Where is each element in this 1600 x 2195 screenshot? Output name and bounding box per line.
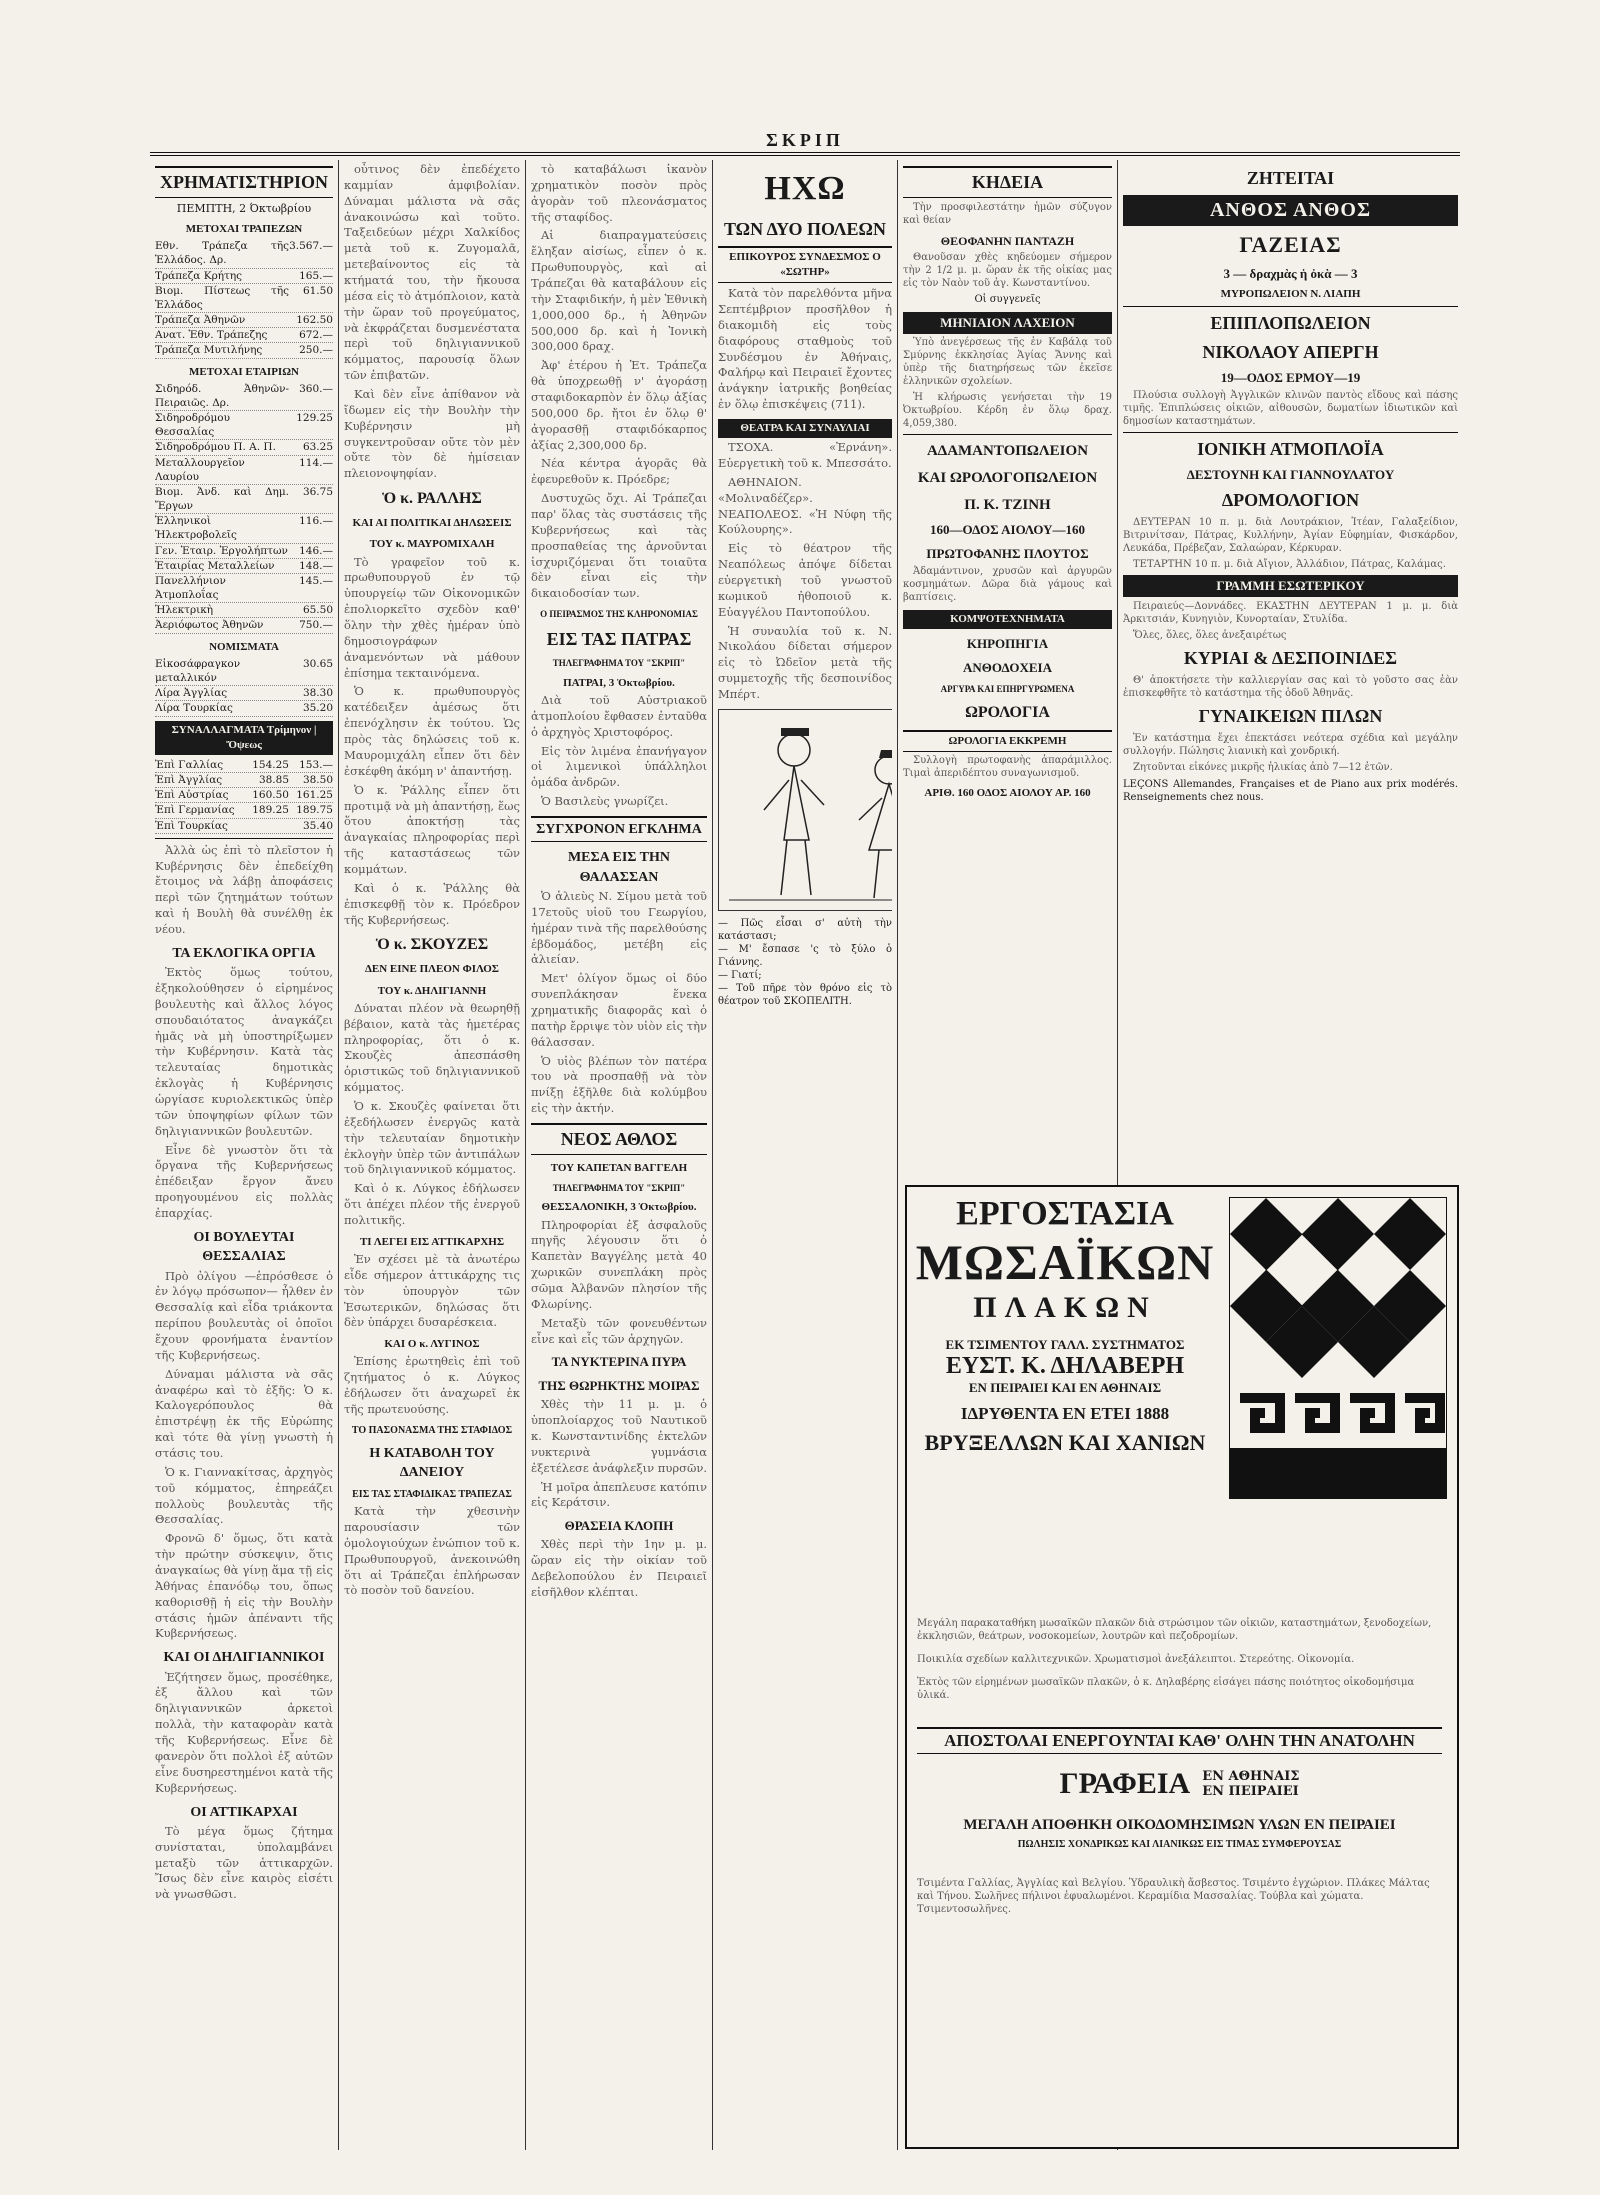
heading-interior-line: ΓΡΑΜΜΗ ΕΣΩΤΕΡΙΚΟΥ: [1123, 575, 1458, 597]
furniture-owner: ΝΙΚΟΛΑΟΥ ΑΠΕΡΓΗ: [1202, 341, 1379, 362]
telegram-label: ΤΗΛΕΓΡΑΦΗΜΑ ΤΟΥ "ΣΚΡΙΠ": [552, 1183, 686, 1193]
ad-office-piraeus: ΕΝ ΠΕΙΡΑΙΕΙ: [1202, 1784, 1299, 1799]
subheading-dhligiannh: ΤΟΥ κ. ΔΗΛΙΓΙΑΝΝΗ: [377, 984, 487, 997]
heading-lygkos: ΚΑΙ Ο κ. ΛΥΓΙΝΟΣ: [384, 1338, 480, 1351]
ad-sales: ΠΩΛΗΣΙΣ ΧΟΝΔΡΙΚΩΣ ΚΑΙ ΛΙΑΝΙΚΩΣ ΕΙΣ ΤΙΜΑΣ ΣΥΜΦΕΡΟΥΣΑΣ: [1017, 1839, 1342, 1850]
table-row: Γεν. Ἐταιρ. Ἐργολήπτων 146.—: [155, 544, 333, 559]
table-row: Σιδηροδρόμου Π. Α. Π. 63.25: [155, 440, 333, 455]
masthead-title: ΣΚΡΙΠ: [766, 130, 844, 150]
market-header: ΧΡΗΜΑΤΙΣΤΗΡΙΟΝ: [155, 166, 333, 198]
ad-line-4: ΒΡΥΞΕΛΛΩΝ ΚΑΙ ΧΑΝΙΩΝ: [924, 1430, 1206, 1455]
body-text-block: Πειραιεύς—Δοννάδες. ΕΚΑΣΤΗΝ ΔΕΥΤΕΡΑΝ 1 μ. μ. διὰ Ἀρκιτσιάν, Κυνηγιὸν, Κυνορταίαν, Στυλίδα.: [1123, 601, 1458, 626]
table-row: Λίρα Ἀγγλίας 38.30: [155, 686, 333, 701]
heading-rallis: Ὁ κ. ΡΑΛΛΗΣ: [382, 490, 482, 508]
ad-line-1: ΕΚ ΤΣΙΜΕΝΤΟΥ ΓΑΛΛ. ΣΥΣΤΗΜΑΤΟΣ: [945, 1337, 1185, 1352]
body-text-block: Ἀλλὰ ὡς ἐπὶ τὸ πλεῖστον ἡ Κυβέρνησις δὲν ἐπεδείχθη ἔτοιμος νὰ λάβῃ ἀποφάσεις περὶ τῶν ζητημάτων τούτων καὶ ἡ Βουλὴ θὰ συνέλθῃ ἐκ νέου.: [155, 842, 333, 936]
divider: [903, 434, 1112, 435]
body-text-block: Ἐζήτησεν ὅμως, προσέθηκε, ἐξ ἄλλου καὶ τῶν δηλιγιαννικῶν ἀρκετοὶ πολλὰ, τὴν καταφορὰν κατὰ τῆς Κυβερνήσεως. Εἶνε δὲ φανερὸν ὅτι πολλοὶ ἐξ αὐτῶν εἶνε δυσηρεστημένοι κατὰ τῆς Κυβερνήσεως.: [155, 1669, 333, 1795]
table-row: Εἰκοσάφραγκον μεταλλικόν 30.65: [155, 657, 333, 686]
table-row: Τράπεζα Μυτιλήνης 250.—: [155, 343, 333, 358]
table-row: Ἐπὶ Τουρκίας 35.40: [155, 819, 333, 834]
divider: [155, 838, 333, 839]
heading-patras: ΕΙΣ ΤΑΣ ΠΑΤΡΑΣ: [546, 628, 692, 649]
table-row: Βιομ. Πίστεως τῆς Ἑλλάδος 61.50: [155, 284, 333, 313]
ad-office-athens: ΕΝ ΑΘΗΝΑΙΣ: [1202, 1769, 1300, 1784]
market-date: ΠΕΜΠΤΗ, 2 Όκτωβρίου: [176, 201, 312, 215]
ad-title-2: ΜΩΣΑΪΚΩΝ: [915, 1234, 1215, 1290]
table-row: Ἐπὶ Γαλλίας 154.25 153.—: [155, 758, 333, 773]
heading-wealth: ΠΡΩΤΟΦΑΝΗΣ ΠΛΟΥΤΟΣ: [926, 546, 1089, 562]
ad-line-2: ΕΥΣΤ. Κ. ΔΗΛΑΒΕΡΗ: [945, 1353, 1185, 1379]
funeral-signature: Οἱ συγγενεῖς: [974, 294, 1041, 306]
ad-line-3: ΕΝ ΠΕΙΡΑΙΕΙ ΚΑΙ ΕΝ ΑΘΗΝΑΙΣ: [968, 1380, 1162, 1395]
column-rule: [897, 160, 898, 2150]
echo-section: ΕΠΙΚΟΥΡΟΣ ΣΥΝΔΕΣΜΟΣ Ο «ΣΩΤΗΡ»: [718, 246, 892, 283]
subheading-kataboli: ΕΙΣ ΤΑΣ ΣΤΑΦΙΔΙΚΑΣ ΤΡΑΠΕΖΑΣ: [352, 1489, 512, 1501]
heading-lottery: ΜΗΝΙΑΙΟΝ ΛΑΧΕΙΟΝ: [903, 312, 1112, 334]
body-text-block: Κατὰ τὴν χθεσινὴν παρουσίασιν τῶν ὁμολογιούχων ἐνώπιον τοῦ κ. Πρωθυπουργοῦ, ἀνεκοινώθη ὅτι αἱ Τράπεζαι ἐπλήρωσαν τὸ ποσὸν τοῦ δανείου.: [344, 1504, 520, 1598]
heading-timetable: ΔΡΟΜΟΛΟΓΙΟΝ: [1221, 490, 1360, 511]
patras-dateline: ΠΑΤΡΑΙ, 3 Ὀκτωβρίου.: [563, 676, 675, 689]
table-row: Πανελλήνιον Ἀτμοπλοΐας 145.—: [155, 574, 333, 603]
column-notices: [903, 162, 1112, 1172]
footer-address: ΑΡΙΘ. 160 ΟΔΟΣ ΑΙΟΛΟΥ ΑΡ. 160: [924, 786, 1091, 799]
jeweller-address: 160—ΟΔΟΣ ΑΙΟΛΟΥ—160: [930, 522, 1085, 538]
heading-kataboli: Η ΚΑΤΑΒΟΛΗ ΤΟΥ ΔΑΝΕΙΟΥ: [369, 1445, 495, 1481]
heading-wanted: ΖΗΤΕΙΤΑΙ: [1246, 168, 1335, 188]
ad-office-cities: [1202, 1769, 1299, 1799]
subheading-patras: ΤΗΛΕΓΡΑΦΗΜΑ ΤΟΥ "ΣΚΡΙΠ": [552, 658, 686, 669]
heading-theatra: ΘΕΑΤΡΑ ΚΑΙ ΣΥΝΑΥΛΙΑΙ: [718, 419, 892, 438]
table-row: Τράπεζα Κρήτης 165.—: [155, 269, 333, 284]
banks-header: ΜΕΤΟΧΑΙ ΤΡΑΠΕΖΩΝ: [185, 223, 303, 235]
column-echo: [718, 162, 892, 1172]
heading-jeweller: ΑΔΑΜΑΝΤΟΠΩΛΕΙΟΝ: [926, 443, 1089, 460]
body-text-block: Τὴν προσφιλεστάτην ἡμῶν σύζυγον καὶ θείαν: [903, 201, 1112, 226]
table-row: Ἑλληνικοὶ Ἠλεκτροβολεῖς 116.—: [155, 514, 333, 543]
body-text-block: Ὅλες, ὅλες, ὅλες ἀνεξαιρέτως: [1133, 630, 1287, 642]
cartoon-caption-line: — Τοῦ πῆρε τὸν θρόνο εἰς τὸ θέατρον τοῦ ΣΚΟΠΕΛΙΤΗ.: [718, 982, 892, 1007]
ad-warehouse: ΜΕΓΑΛΗ ΑΠΟΘΗΚΗ ΟΙΚΟΔΟΜΗΣΙΜΩΝ ΥΛΩΝ ΕΝ ΠΕΙΡΑΙΕΙ: [963, 1817, 1396, 1833]
body-text-block: οὗτινος δὲν ἐπεδέχετο καμμίαν ἀμφιβολίαν. Δύναμαι μάλιστα νὰ σᾶς ἀνακοινώσω καὶ τοῦτο. Ταξειδεύων μέχρι Χαλκίδος μετὰ τοῦ κ. Ζυγομαλᾶ, μετεβαίνοντος εἰς τὰ κτήματά του, τὴν ἤκουσα μέσα εἰς τὸ ἀτμόπλοιον, κατὰ τὴν ὥραν τοῦ προγεύματος, νὰ ἐκφράζεται δυσμενέστατα περὶ τοῦ δηλιγιαννικοῦ κόμματος, παρουσίᾳ ὅλων τῶν ἐπιβατῶν. Καὶ δὲν εἶνε ἀπίθανον νὰ ἴδωμεν εἰς τὴν Βουλὴν τὴν Κυβέρνησιν μὴ συγκεντροῦσαν οὔτε τὸν μὲν οὔτε τὸν δὲ ἡμίσειαν πλειονοψηφίαν.: [344, 162, 520, 481]
companies-header: ΜΕΤΟΧΑΙ ΕΤΑΙΡΙΩΝ: [189, 365, 299, 378]
cartoon-illustration: [718, 709, 892, 911]
table-row: Βιομ. Ἀνδ. καὶ Δημ. Ἔργων 36.75: [155, 485, 333, 514]
body-text-block: Ὑπὸ ἀνεγέρσεως τῆς ἐν Καβάλᾳ τοῦ Σμύρνης ἐκκλησίας Ἁγίας Ἄννης καὶ ὑπὲρ τῆς διατηρήσεως τῶν ἐκεῖσε ἑλληνικῶν σχολείων. Ἡ κλήρωσις γενήσεται τὴν 19 Ὀκτωβρίου. Κέρδη ἐν ὅλῳ δραχ. 4,059,380.: [903, 337, 1112, 430]
ad-founded: ΙΔΡΥΘΕΝΤΑ ΕΝ ΕΤΕΙ 1888: [960, 1404, 1170, 1423]
ad-shipping: ΑΠΟΣΤΟΛΑΙ ΕΝΕΡΓΟΥΝΤΑΙ ΚΑΘ' ΟΛΗΝ ΤΗΝ ΑΝΑΤΟΛΗΝ: [917, 1727, 1442, 1754]
body-text-block: Θ' ἀποκτήσετε τὴν καλλιεργίαν σας καὶ τὸ γοῦστο σας ἐὰν ἐπισκεφθῆτε τὸ κατάστημα τῆς ὁδοῦ Ἀθηνᾶς.: [1123, 674, 1458, 699]
ad-title-block: [915, 1195, 1215, 1456]
furniture-address: 19—ΟΔΟΣ ΕΡΜΟΥ—19: [1220, 369, 1361, 385]
table-row: Ἠλεκτρικὴ 65.50: [155, 603, 333, 618]
heading-stafidos: ΤΟ ΠΑΣΟΝΑΣΜΑ ΤΗΣ ΣΤΑΦΙΔΟΣ: [351, 1424, 513, 1436]
body-text-block: Πλούσια συλλογὴ Ἀγγλικῶν κλινῶν παντὸς εἴδους καὶ πάσης τιμῆς. Ἐπιπλώσεις οἰκιῶν, αἰθουσῶν, δωματίων ἰδιωτικῶν καὶ δημοσίων καταστημάτων.: [1123, 390, 1458, 428]
body-text-block: Ἐν κατάστημα ἔχει ἐπεκτάσει νεότερα σχέδια καὶ μεγάλην συλλογήν. Πώλησις λιανικὴ καὶ χονδρική.: [1123, 732, 1458, 757]
column-market: [155, 162, 333, 2147]
body-text-block: Τὸ γραφεῖον τοῦ κ. πρωθυπουργοῦ ἐν τῷ ὑπουργείῳ τῶν Οἰκονομικῶν ἐπολιορκεῖτο σχεδὸν καθ' ὅλην τὴν χθὲς ἡμέραν ὑπὸ δημοσιογράφων ἀναμενόντων νὰ μάθουν ἐπίσημα τεκταινόμενα. Ὁ κ. πρωθυπουργὸς κατέδειξεν ἀμέσως ὅτι ἐπενόχλησιν ἐκ τούτου. Ὡς πρὸς τὰς δηλώσεις τοῦ κ. Μαυρομιχάλη εἶπεν ὅτι δὲν ἐσκέφθη ἀκόμη ν' ἀπαντήσῃ. Ὁ κ. Ῥάλλης εἶπεν ὅτι προτιμᾷ νὰ μὴ ἀπαντήσῃ, ἕως ὅτου ἀποκτήσῃ τὰς ἀναγκαίας πληροφορίας περὶ τῆς καταστάσεως τῶν κομμάτων. Καὶ ὁ κ. Ῥάλλης θὰ ἐπισκεφθῇ τὸν κ. Πρόεδρον τῆς Κυβερνήσεως.: [344, 554, 520, 927]
heading-hats: ΓΥΝΑΙΚΕΙΩΝ ΠΙΛΩΝ: [1198, 705, 1383, 726]
ad-body-2: Τσιμέντα Γαλλίας, Ἀγγλίας καὶ Βελγίου. Ὑδραυλικὴ ἄσβεστος. Τσιμέντο ἐγχώριον. Πλάκες Μάλτας καὶ Τήνου. Σωλῆνες πήλινοι ἐφυαλωμένοι. Κεραμίδια Μασσαλίας. Τούβλα καὶ χώματα. Τσιμεντοσωλῆνες.: [917, 1878, 1430, 1915]
jeweller-name: Π. Κ. ΤΖΙΝΗ: [964, 496, 1051, 513]
table-row: Τράπεζα Ἀθηνῶν 162.50: [155, 313, 333, 328]
companies-table: [155, 382, 333, 634]
heading-argyra: ΑΡΓΥΡΑ ΚΑΙ ΕΠΗΡΓΥΡΩΜΕΝΑ: [940, 684, 1075, 695]
body-text-block: Θανοῦσαν χθὲς κηδεύομεν σήμερον τὴν 2 1/2 μ. μ. ὥραν ἐκ τῆς οἰκίας μας εἰς τὸν Ναὸν τοῦ ἁγ. Κωνσταντίνου.: [903, 252, 1112, 290]
mosaic-tile-image: [1230, 1198, 1446, 1498]
heading-thalassa: ΜΕΣΑ ΕΙΣ ΤΗΝ ΘΑΛΑΣΣΑΝ: [567, 850, 671, 885]
body-text-block: Τὸ μέγα ὅμως ζήτημα συνίσταται, ὑπολαμβάνει μεταξὺ τῶν ἀττικαρχῶν. Ἴσως δὲν εἶνε καιρὸς εἰσέτι νὰ γνωσθῶσι.: [155, 1823, 333, 1902]
heading-kiropigia: ΚΗΡΟΠΗΓΙΑ: [966, 636, 1049, 652]
heading-orologia: ΩΡΟΛΟΓΙΑ: [965, 703, 1050, 721]
echo-subtitle: ΤΩΝ ΔΥΟ ΠΟΛΕΩΝ: [724, 218, 886, 239]
body-text-block: Ἐν σχέσει μὲ τὰ ἀνωτέρω εἶδε σήμερον ἀττικάρχης τις τὸν ὑπουργὸν τῶν Ἐσωτερικῶν, δηλώσας ὅτι δὲν ὑπάρχει δυσαρέσκεια.: [344, 1252, 520, 1330]
subheading-skouzes: ΔΕΝ ΕΙΝΕ ΠΛΕΟΝ ΦΙΛΟΣ: [365, 963, 499, 976]
subheading-neos-athos: ΤΟΥ ΚΑΠΕΤΑΝ ΒΑΓΓΕΛΗ: [550, 1161, 688, 1174]
column-rule: [525, 160, 526, 2150]
price-line: 3 — δραχμὰς ἡ ὀκὰ — 3: [1223, 265, 1358, 281]
heading-attikarxai: ΟΙ ΑΤΤΙΚΑΡΧΑΙ: [190, 1804, 298, 1820]
ad-body: Μεγάλη παρακαταθήκη μωσαϊκῶν πλακῶν διὰ στρώσιμον τῶν οἰκιῶν, καταστημάτων, ξενοδοχείων, ἐκκλησιῶν, θεάτρων, νοσοκομείων, λουτρῶν καὶ πεζοδρομίων. Ποικιλία σχεδίων καλλιτεχνικῶν. Χρωματισμοὶ ἀνεξάλειπτοι. Στερεότης. Οἰκονομία. Ἐκτὸς τῶν εἰρημένων μωσαϊκῶν πλακῶν, ὁ κ. Δηλαβέρης εἰσάγει πάσης ποιότητος οἰκοδομήσιμα ὑλικά.: [917, 1618, 1432, 1701]
heading-sygxronon: ΣΥΓΧΡΟΝΟΝ ΕΓΚΛΗΜΑ: [531, 816, 707, 842]
heading-anthodoxeia: ΑΝΘΟΔΟΧΕΙΑ: [962, 660, 1052, 676]
ad-title-1: ΕΡΓΟΣΤΑΣΙΑ: [956, 1195, 1174, 1232]
table-row: Ἐταιρίας Μεταλλείων 148.—: [155, 559, 333, 574]
heading-gazeias: ΓΑΖΕΙΑΣ: [1239, 232, 1342, 258]
fx-header: ΣΥΝΑΛΛΑΓΜΑΤΑ Τρίμηνον | Ὄψεως: [155, 721, 333, 755]
echo-title: ΗΧΩ: [764, 170, 846, 207]
divider: [1123, 306, 1458, 307]
subheading-rallis: ΚΑΙ ΑΙ ΠΟΛΙΤΙΚΑΙ ΔΗΛΩΣΕΙΣ: [352, 517, 512, 530]
table-row: Ανατ. Ἐθν. Τράπεζης 672.—: [155, 328, 333, 343]
column-rule: [338, 160, 339, 2150]
cartoon-caption-line: — Γιατί;: [718, 969, 762, 981]
mosaic-tiles-ad: [905, 1185, 1459, 2149]
heading-ti-legei: ΤΙ ΛΕΓΕΙ ΕΙΣ ΑΤΤΙΚΑΡΧΗΣ: [359, 1235, 505, 1248]
subheading-mavromixalh: ΤΟΥ κ. ΜΑΥΡΟΜΙΧΑΛΗ: [369, 538, 495, 551]
body-text-block: Διὰ τοῦ Αὐστριακοῦ ἀτμοπλοίου ἔφθασεν ἐνταῦθα ὁ ἀρχηγὸς Χριστοφόρος. Εἰς τὸν λιμένα ἐπανήγαγον οἱ λιμενικοὶ ὑπάλληλοι ὁμάδα ἀνδρῶν. Ὁ Βασιλεὺς γνωρίζει.: [531, 693, 707, 809]
body-text-block: Πληροφορίαι ἐξ ἀσφαλοῦς πηγῆς λέγουσιν ὅτι ὁ Καπετὰν Βαγγέλης μετὰ 40 χωρικῶν συνεπλάκη πρὸς σῶμα Ἀλβανῶν πλησίον τῆς Φλωρίνης. Μεταξὺ τῶν φονευθέντων εἶνε καὶ εἷς τῶν ἀρχηγῶν.: [531, 1217, 707, 1346]
table-row: Ἀεριόφωτος Ἀθηνῶν 750.—: [155, 618, 333, 633]
body-text-block: Ἐκτὸς ὅμως τούτου, ἐξηκολούθησεν ὁ εἰρημένος βουλευτὴς καὶ ἄλλος λόγος σπουδαιότατος ἀναγκάζει ἡμᾶς νὰ μὴ ὑποστηρίξωμεν τὴν Κυβέρνησιν. Κατὰ τὰς τελευταίας δημοτικὰς ἐκλογὰς ἡ Κυβέρνησις ὠργίασε κυριολεκτικῶς ὑπὲρ τῶν ὑποψηφίων φίλων τῶν δηλιγιαννικῶν βουλευτῶν. Εἶνε δὲ γνωστὸν ὅτι τὰ ὄργανα τῆς Κυβερνήσεως ἐπέδειξαν ἔργον ἄνευ προηγουμένου εἰς πολλὰς ἐπαρχίας.: [155, 965, 333, 1221]
body-text-block: Δύναται πλέον νὰ θεωρηθῇ βέβαιον, κατὰ τὰς ἡμετέρας πληροφορίας, ὅτι ὁ κ. Σκουζὲς ἀπεσπάσθη ὁριστικῶς τοῦ δηλιγιαννικοῦ κόμματος. Ὁ κ. Σκουζὲς φαίνεται ὅτι ἐξεδήλωσεν ἐνεργῶς κατὰ τὴν τελευταίαν δημοτικὴν ἐκλογὴν ὑπὲρ τῶν ἀντιπάλων τοῦ δηλιγιαννικοῦ κόμματος. Καὶ ὁ κ. Λύγκος ἐδήλωσεν ὅτι ἀπέχει πλέον τῆς ἐνεργοῦ πολιτικῆς.: [344, 1000, 520, 1227]
cartoon-drawing: [719, 710, 892, 910]
table-row: Σιδηρόδ. Ἀθηνῶν-Πειραιῶς. Δρ. 360.—: [155, 382, 333, 411]
body-text-block: Κατὰ τὸν παρελθόντα μῆνα Σεπτέμβριον προσῆλθον ἡ διακομιδὴ εἰς τοὺς διαφόρους σταθμοὺς τοῦ Συνδέσμου ἐν Ἀθήναις, Φαλήρῳ καὶ Πειραιεῖ ἔχοντες ἀνάγκην ἰατρικῆς βοηθείας ἐν ὅλῳ ἐπισκέψεις (711).: [718, 286, 892, 412]
heading-ladies: ΚΥΡΙΑΙ & ΔΕΣΠΟΙΝΙΔΕΣ: [1183, 648, 1398, 669]
heading-neos-athos: ΝΕΟΣ ΑΘΛΟΣ: [531, 1123, 707, 1155]
body-text-block: ΤΣΟΧΑ. «Ἐρνάνη». Εὐεργετικὴ τοῦ κ. Μπεσσάτο. ΑΘΗΝΑΙΟΝ. «Μολιναδέζερ». ΝΕΑΠΟΛΕΟΣ. «Ἡ Νύφη τῆς Κούλουρης». Εἰς τὸ θέατρον τῆς Νεαπόλεως ἀπόψε δίδεται εὐεργετικὴ τοῦ γνωστοῦ κωμικοῦ ἠθοποιοῦ κ. Εὐαγγέλου Παντοπούλου. Ἡ συναυλία τοῦ κ. Ν. Νικολάου δίδεται σήμερον εἰς τὸ Ὠδεῖον μετὰ τῆς συμμετοχῆς τῆς δεσποινίδος Μπέρτ.: [718, 440, 892, 702]
heading-skouzes: Ὁ κ. ΣΚΟΥΖΕΣ: [375, 936, 489, 954]
body-text-block: Ἀδαμάντινον, χρυσῶν καὶ ἀργυρῶν κοσμημάτων. Δῶρα διὰ γάμους καὶ βαπτίσεις.: [903, 566, 1112, 604]
heading-orologia-ekkremi: ΩΡΟΛΟΓΙΑ ΕΚΚΡΕΜΗ: [903, 730, 1112, 752]
body-text-block: Ὁ ἁλιεὺς Ν. Σίμου μετὰ τοῦ 17ετοῦς υἱοῦ του Γεωργίου, ἡμέραν τινὰ τῆς παρελθούσης ἑβδομάδος, μετέβη εἰς ἁλιείαν. Μετ' ὀλίγον ὅμως οἱ δύο συνεπλάκησαν ἕνεκα χρηματικῆς διαφορᾶς καὶ ὁ πατὴρ ἔρριψε τὸν υἱὸν εἰς τὴν θάλασσαν. Ὁ υἱὸς βλέπων τὸν πατέρα του νὰ προσπαθῇ νὰ τὸν πνίξῃ ἐξῆλθε διὰ κολύμβου εἰς τὴν ἀκτήν.: [531, 888, 707, 1116]
heading-thessalias: ΟΙ ΒΟΥΛΕΥΤΑΙ ΘΕΣΣΑΛΙΑΣ: [193, 1229, 295, 1265]
body-text-block: ΔΕΥΤΕΡΑΝ 10 π. μ. διὰ Λουτράκιον, Ἰτέαν, Γαλαξείδιον, Βιτρινίτσαν, Πάτρας, Κυλλήνην, Ἀγίαν Εὐφημίαν, Φισκάρδον, Λευκάδα, Πρέβεζαν, Σαλαώραν, Κέρκυραν. ΤΕΤΑΡΤΗΝ 10 π. μ. διὰ Αἴγιον, Ἀλλάδιον, Πάτρας, Καλάμας.: [1123, 517, 1458, 571]
table-row: Εθν. Τράπεζα τῆς Ἑλλάδος. Δρ. 3.567.—: [155, 239, 333, 268]
cartoon-caption: [718, 917, 892, 1008]
divider: [1123, 432, 1458, 433]
body-text-block: Ζητοῦνται εἰκόνες μικρῆς ἡλικίας ἀπὸ 7—12 ἐτῶν.: [1133, 761, 1393, 773]
ad-offices-label: ΓΡΑΦΕΙΑ: [1059, 1767, 1191, 1800]
mosaic-pattern: [1229, 1197, 1447, 1499]
body-text-block: Χθὲς τὴν 11 μ. μ. ὁ ὑποπλοίαρχος τοῦ Ναυτικοῦ κ. Κωνσταντινίδης ἐκτελῶν νυκτερινὰ γυμνάσια ἐξετέλεσε ἀνάφλεξιν πυρσῶν. Ἡ μοῖρα ἀπεπλευσε κατόπιν εἰς Κεράτσιν.: [531, 1397, 707, 1510]
body-text-block: Ἐπίσης ἐρωτηθεὶς ἐπὶ τοῦ ζητήματος ὁ κ. Λύγκος ἐδήλωσεν ὅτι ἀναχωρεῖ ἐκ τῆς πρωτευούσης.: [344, 1354, 520, 1417]
table-row: Ἐπὶ Αὐστρίας 160.50 161.25: [155, 788, 333, 803]
heading-dhligianikoi: ΚΑΙ ΟΙ ΔΗΛΙΓΙΑΝΝΙΚΟΙ: [163, 1650, 325, 1666]
banks-table: [155, 239, 333, 358]
body-text-block: Συλλογὴ πρωτοφανὴς ἀπαράμιλλος. Τιμαὶ ἀπεριδέπτου συναγωνισμοῦ.: [903, 754, 1112, 779]
heading-ionian: ΙΟΝΙΚΗ ΑΤΜΟΠΛΟΪΑ: [1197, 439, 1384, 460]
ionian-owner: ΔΕΣΤΟΥΝΗ ΚΑΙ ΓΙΑΝΝΟΥΛΑΤΟΥ: [1186, 467, 1395, 483]
subheading-pyra: ΤΗΣ ΘΩΡΗΚΤΗΣ ΜΟΙΡΑΣ: [538, 1378, 700, 1394]
table-row: Σιδηροδρόμου Θεσσαλίας 129.25: [155, 411, 333, 440]
heading-peirasmos: Ο ΠΕΙΡΑΣΜΟΣ ΤΗΣ ΚΛΗΡΟΝΟΜΙΑΣ: [540, 609, 698, 620]
heading-pyra: ΤΑ ΝΥΚΤΕΡΙΝΑ ΠΥΡΑ: [551, 1354, 687, 1370]
heading-furniture: ΕΠΙΠΛΟΠΩΛΕΙΟΝ: [1210, 312, 1371, 333]
ad-offices: [917, 1767, 1442, 1801]
table-row: Ἐπὶ Ἀγγλίας 38.85 38.50: [155, 773, 333, 788]
column-rule: [712, 160, 713, 2150]
heading-orgia: ΤΑ ΕΚΛΟΓΙΚΑ ΟΡΓΙΑ: [172, 945, 316, 961]
perfumery-name: ΜΥΡΟΠΩΛΕΙΟΝ Ν. ΛΙΑΠΗ: [1220, 287, 1361, 300]
neos-athos-dateline: ΘΕΣΣΑΛΟΝΙΚΗ, 3 Ὀκτωβρίου.: [541, 1201, 697, 1214]
heading-anthos: ΑΝΘΟΣ ΑΝΘΟΣ: [1123, 195, 1458, 227]
fx-table: [155, 758, 333, 834]
cartoon-caption-line: — Μ' ἔσπασε 'ς τὸ ξύλο ὁ Γιάννης.: [718, 943, 892, 968]
column-ads: [1123, 162, 1458, 1172]
heading-klopi: ΘΡΑΣΕΙΑ ΚΛΟΠΗ: [564, 1518, 674, 1534]
heading-kosmimata: ΚΟΜΨΟΤΕΧΝΗΜΑΤΑ: [903, 610, 1112, 629]
funeral-header: ΚΗΔΕΙΑ: [903, 166, 1112, 198]
column-news: [531, 162, 707, 2147]
body-text-block: τὸ καταβάλωσι ἱκανὸν χρηματικὸν ποσὸν πρὸς ἀγορὰν τοῦ πλεονάσματος τῆς σταφίδος. Αἱ διαπραγματεύσεις ἔληξαν αἰσίως, εἶπεν ὁ κ. Πρωθυπουργὸς, καὶ αἱ Τράπεζαι θὰ καταβάλουν εἰς τὴν Σταφιδικήν, ἡ μὲν Ἐθνικὴ 1,000,000 δρ., ἡ Ἀθηνῶν 500,000 δρ. καὶ ἡ Ἰονικὴ 300,000 δραχ. Ἀφ' ἑτέρου ἡ Ἐτ. Τράπεζα θὰ ὑποχρεωθῇ ν' ἀγοράσῃ σταφιδοκαρπὸν ἐν ὅλῳ ἀξίας 500,000 δρ. ἤτοι ἐν ὅλῳ θ' ἀγορασθῇ σταφιδόκαρπος ἀξίας 2,300,000 δρ. Νέα κέντρα ἀγορᾶς θὰ ἐφευρεθοῦν κ. Πρόεδρε; Δυστυχῶς ὄχι. Αἱ Τράπεζαι παρ' ὅλας τὰς συστάσεις τῆς Κυβερνήσεως καὶ τὰς προσπαθείας της ἀρνοῦνται ἰσχυριζόμεναι ὅτι τοιαῦτα δὲν εἶναι εἰς τὴν δικαιοδοσίαν των.: [531, 162, 707, 601]
body-text-block: Χθὲς περὶ τὴν 1ην μ. μ. ὥραν εἰς τὴν οἰκίαν τοῦ Δεβελοπούλου ἐν Πειραιεῖ εἰσῆλθον κλέπται.: [531, 1537, 707, 1599]
column-politics: [344, 162, 520, 2147]
subheading-jeweller: ΚΑΙ ΩΡΟΛΟΓΟΠΩΛΕΙΟΝ: [917, 470, 1098, 486]
money-table: [155, 657, 333, 717]
ad-title-3: ΠΛΑΚΩΝ: [973, 1291, 1157, 1324]
table-row: Λίρα Τουρκίας 35.20: [155, 701, 333, 716]
deceased-name: ΘΕΟΦΑΝΗΝ ΠΑΝΤΑΖΗ: [940, 233, 1075, 248]
table-row: Ἐπὶ Γερμανίας 189.25 189.75: [155, 803, 333, 818]
body-text-block: Πρὸ ὀλίγου —ἐπρόσθεσε ὁ ἐν λόγῳ πρόσωπον— ἦλθεν ἐν Θεσσαλίᾳ καὶ εἶδα τριάκοντα περίπου βουλευτὰς οἱ ὁποῖοι ἔχουν φρονήματα ἐναντίον τῆς Κυβερνήσεως. Δύναμαι μάλιστα νὰ σᾶς ἀναφέρω καὶ τὸ ἑξῆς: Ὁ κ. Καλογερόπουλος θὰ ἐπιστρέψῃ ἐκ τῆς Εὐρώπης καὶ τότε θὰ γίνῃ γνωστὴ ἡ στάσις του. Ὁ κ. Γιαννακίτσας, ἀρχηγὸς τοῦ κόμματος, ἐπηρεάζει πολλοὺς βουλευτὰς τῆς Θεσσαλίας. Φρονῶ δ' ὅμως, ὅτι κατὰ τὴν πρώτην σύσκεψιν, ὅτις ἀναγκαίως θὰ γίνῃ ἅμα τῇ εἰς Ἀθήνας ἐπανόδῳ του, ὅπως καθορισθῇ ἡ εἰς τὴν Βουλὴν στάσις ἡμῶν ἀπέναντι τῆς Κυβερνήσεως.: [155, 1268, 333, 1641]
cartoon-caption-line: — Πῶς εἶσαι σ' αὐτὴ τὴν κατάστασι;: [718, 917, 892, 942]
table-row: Μεταλλουργεῖον Λαυρίου 114.—: [155, 456, 333, 485]
money-header: ΝΟΜΙΣΜΑΤΑ: [209, 640, 279, 653]
lessons-notice: LEÇONS Allemandes, Françaises et de Piano aux prix modérés. Renseignements chez nous.: [1123, 778, 1458, 803]
masthead: [150, 130, 1460, 156]
